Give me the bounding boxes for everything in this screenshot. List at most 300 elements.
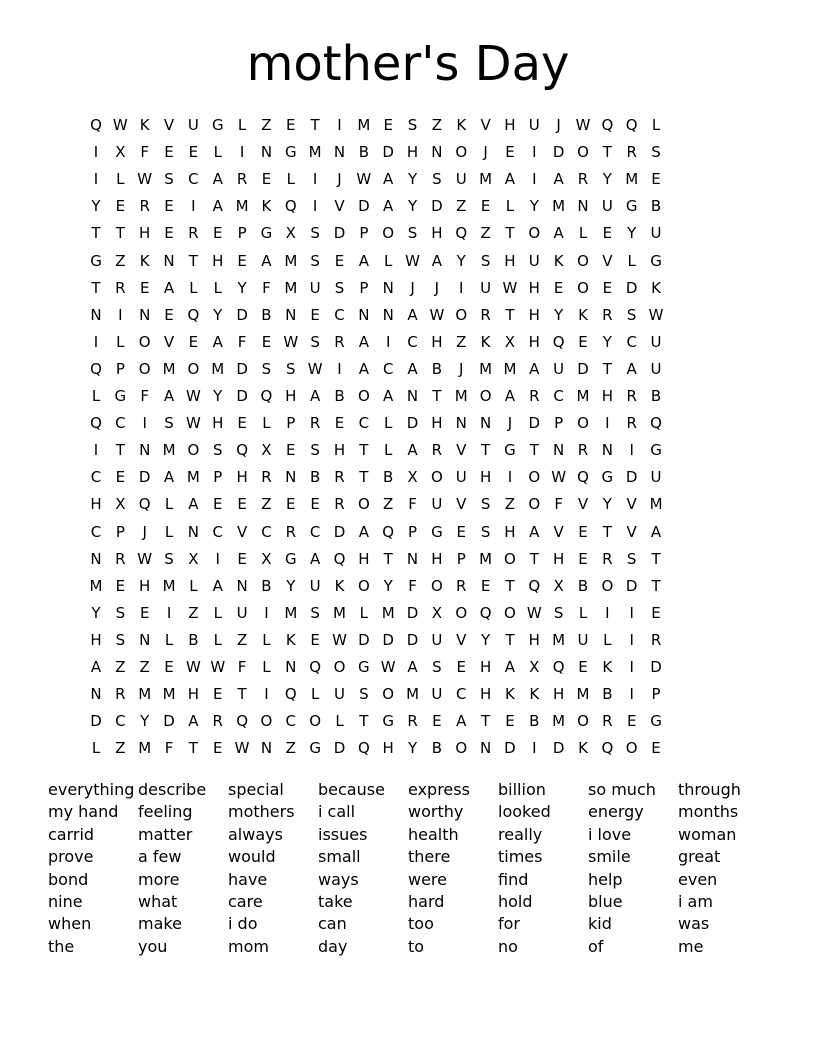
word-list-item: when — [48, 914, 92, 934]
grid-letter: I — [312, 170, 318, 189]
grid-letter: N — [139, 305, 151, 324]
grid-letter: O — [187, 359, 200, 378]
word-list-item: carrid — [48, 824, 95, 844]
word-list-item: mom — [228, 936, 269, 956]
grid-letter: A — [529, 522, 540, 541]
grid-letter: L — [189, 278, 198, 297]
grid-letter: F — [140, 387, 149, 405]
grid-letter: Y — [602, 170, 612, 189]
grid-letter: R — [407, 712, 418, 731]
grid-letter: R — [261, 468, 272, 487]
grid-letter: E — [213, 495, 223, 514]
grid-letter: V — [626, 522, 637, 541]
grid-letter: V — [456, 441, 467, 460]
grid-letter: U — [187, 116, 199, 134]
grid-letter: Z — [115, 251, 126, 270]
grid-letter: W — [332, 630, 347, 649]
grid-letter: E — [261, 332, 272, 351]
grid-letter: G — [650, 441, 662, 460]
grid-letter: S — [115, 630, 126, 649]
word-list-item: bond — [48, 869, 89, 889]
grid-letter: E — [213, 739, 223, 758]
word-list-item: a few — [138, 847, 182, 867]
grid-letter: H — [285, 387, 297, 405]
grid-letter: H — [382, 739, 394, 758]
grid-letter: P — [408, 522, 418, 541]
grid-letter: U — [309, 576, 321, 595]
grid-letter: V — [456, 630, 467, 649]
grid-letter: M — [552, 712, 566, 731]
grid-letter: P — [359, 278, 369, 297]
grid-letter: A — [553, 224, 564, 243]
grid-letter: X — [115, 143, 126, 162]
grid-letter: I — [337, 116, 342, 134]
grid-letter: L — [651, 116, 661, 134]
grid-letter: E — [334, 251, 345, 270]
grid-letter: A — [261, 251, 272, 270]
grid-letter: A — [407, 658, 418, 676]
grid-letter: V — [577, 495, 589, 514]
grid-letter: I — [532, 170, 537, 189]
grid-letter: I — [264, 685, 269, 704]
grid-letter: K — [651, 278, 661, 297]
word-list-item: through — [678, 780, 741, 799]
grid-letter: I — [93, 170, 99, 189]
grid-letter: H — [504, 116, 516, 134]
grid-letter: Y — [554, 305, 564, 324]
grid-letter: M — [576, 387, 590, 405]
grid-letter: W — [234, 739, 250, 758]
grid-letter: Q — [455, 224, 468, 243]
grid-letter: H — [212, 251, 224, 270]
word-list-item: energy — [588, 802, 644, 822]
grid-letter: S — [164, 414, 174, 433]
grid-letter: M — [357, 116, 371, 134]
grid-letter: Q — [479, 603, 492, 622]
grid-letter: D — [528, 414, 541, 433]
word-list-item: to — [408, 936, 425, 956]
grid-letter: N — [236, 576, 248, 595]
grid-letter: A — [407, 441, 418, 460]
grid-letter: T — [529, 549, 539, 568]
grid-letter: N — [358, 305, 370, 324]
grid-letter: O — [504, 603, 516, 622]
grid-letter: N — [139, 441, 151, 460]
word-list-item: i am — [678, 892, 713, 911]
grid-letter: L — [262, 630, 271, 649]
grid-letter: S — [164, 170, 174, 189]
grid-letter: F — [164, 739, 174, 758]
grid-letter: O — [187, 441, 200, 460]
grid-letter: W — [380, 658, 396, 676]
grid-letter: S — [480, 522, 491, 541]
grid-letter: U — [236, 603, 248, 622]
grid-letter: J — [483, 143, 488, 162]
grid-letter: Z — [504, 495, 516, 514]
grid-letter: E — [626, 712, 637, 731]
grid-letter: A — [383, 387, 394, 405]
word-list-item: describe — [138, 780, 207, 799]
grid-letter: K — [285, 630, 296, 649]
word-list-item: you — [138, 936, 168, 956]
grid-letter: N — [553, 441, 565, 460]
grid-letter: Z — [285, 739, 296, 758]
grid-letter: E — [164, 197, 174, 216]
grid-letter: E — [286, 116, 296, 134]
grid-letter: M — [503, 359, 517, 378]
grid-letter: M — [381, 603, 395, 622]
word-list-item: special — [228, 780, 284, 799]
grid-letter: M — [479, 549, 493, 568]
grid-letter: W — [526, 603, 542, 622]
grid-letter: S — [432, 658, 442, 676]
grid-letter: D — [650, 658, 662, 676]
grid-letter: I — [239, 143, 245, 162]
grid-letter: M — [211, 359, 225, 378]
word-list-item: help — [588, 869, 623, 889]
grid-letter: H — [139, 224, 151, 243]
grid-letter: N — [406, 387, 419, 405]
grid-letter: G — [650, 251, 662, 270]
grid-letter: G — [90, 251, 102, 270]
grid-letter: M — [649, 495, 663, 514]
grid-letter: M — [162, 576, 176, 595]
grid-letter: O — [357, 387, 370, 405]
grid-letter: W — [551, 468, 567, 487]
word-list-item: me — [678, 936, 704, 956]
grid-letter: C — [90, 522, 102, 541]
grid-letter: N — [285, 468, 297, 487]
grid-letter: U — [431, 495, 443, 514]
grid-letter: T — [115, 441, 125, 460]
grid-letter: O — [577, 414, 589, 433]
grid-letter: G — [650, 712, 662, 731]
word-list-item: small — [318, 847, 361, 867]
grid-letter: W — [307, 359, 323, 378]
grid-letter: A — [358, 359, 369, 378]
grid-letter: R — [650, 630, 662, 649]
grid-letter: P — [237, 224, 247, 243]
grid-letter: F — [237, 658, 247, 676]
grid-letter: R — [626, 414, 637, 433]
grid-letter: Q — [236, 441, 248, 460]
grid-letter: U — [455, 170, 467, 189]
grid-letter: L — [213, 278, 222, 297]
grid-letter: A — [310, 387, 321, 405]
grid-letter: F — [237, 332, 247, 351]
grid-letter: E — [456, 522, 466, 541]
grid-letter: Y — [407, 739, 418, 758]
grid-letter: O — [455, 603, 468, 622]
word-list-item: the — [48, 936, 75, 956]
grid-letter: E — [480, 197, 491, 216]
grid-letter: E — [553, 278, 564, 297]
grid-letter: U — [601, 197, 613, 216]
grid-letter: R — [480, 305, 491, 324]
grid-letter: T — [91, 224, 101, 243]
grid-letter: L — [286, 170, 295, 189]
grid-letter: U — [650, 468, 662, 487]
grid-letter: H — [431, 332, 443, 351]
grid-letter: E — [164, 143, 174, 162]
grid-letter: Q — [309, 658, 322, 676]
grid-letter: S — [310, 332, 320, 351]
grid-letter: P — [359, 224, 369, 243]
grid-letter: I — [629, 685, 634, 704]
grid-letter: N — [577, 197, 589, 216]
grid-letter: E — [310, 305, 320, 324]
grid-letter: X — [188, 549, 199, 568]
grid-letter: I — [507, 468, 513, 487]
grid-letter: S — [164, 549, 174, 568]
grid-letter: Q — [382, 522, 395, 541]
grid-letter: M — [284, 251, 298, 270]
grid-letter: N — [90, 305, 102, 324]
grid-letter: S — [359, 685, 369, 704]
grid-letter: B — [431, 359, 443, 378]
grid-letter: X — [261, 549, 272, 568]
grid-letter: R — [188, 224, 199, 243]
grid-letter: T — [505, 224, 515, 243]
grid-letter: X — [407, 468, 418, 487]
grid-letter: A — [504, 658, 516, 676]
grid-letter: G — [284, 143, 297, 162]
grid-letter: E — [578, 332, 588, 351]
grid-letter: U — [309, 278, 321, 297]
grid-letter: U — [553, 359, 565, 378]
word-list-item: really — [498, 824, 543, 844]
grid-letter: O — [382, 685, 395, 704]
grid-letter: Z — [115, 739, 126, 758]
grid-letter: V — [163, 332, 175, 351]
grid-letter: R — [626, 143, 637, 162]
grid-letter: D — [358, 197, 370, 216]
grid-letter: S — [310, 224, 320, 243]
grid-letter: L — [164, 522, 174, 541]
grid-letter: H — [479, 468, 492, 487]
grid-letter: T — [237, 685, 247, 704]
grid-letter: J — [434, 278, 440, 297]
grid-letter: Q — [601, 739, 614, 758]
grid-letter: R — [602, 305, 613, 324]
grid-letter: Q — [90, 116, 102, 134]
word-list-item: nine — [48, 892, 83, 911]
grid-letter: J — [142, 522, 147, 541]
grid-letter: A — [163, 387, 175, 405]
grid-letter: A — [163, 468, 175, 487]
grid-letter: I — [532, 739, 537, 758]
grid-letter: E — [602, 278, 613, 297]
grid-letter: E — [602, 224, 613, 243]
grid-letter: Q — [90, 359, 102, 378]
grid-letter: A — [504, 387, 516, 405]
grid-letter: Q — [284, 685, 297, 704]
grid-letter: E — [578, 658, 588, 676]
grid-letter: Q — [187, 305, 200, 324]
grid-letter: L — [603, 630, 612, 649]
grid-letter: L — [116, 170, 125, 189]
grid-letter: N — [90, 549, 102, 568]
grid-letter: X — [504, 332, 516, 351]
grid-letter: K — [602, 658, 613, 676]
grid-letter: B — [577, 576, 589, 595]
word-list-item: billion — [498, 780, 546, 799]
grid-letter: I — [93, 143, 99, 162]
grid-letter: H — [333, 441, 346, 460]
grid-letter: I — [459, 278, 464, 297]
grid-letter: Q — [90, 414, 102, 433]
grid-letter: V — [334, 197, 345, 216]
grid-letter: Y — [237, 278, 247, 297]
grid-letter: O — [479, 387, 492, 405]
grid-letter: G — [431, 522, 443, 541]
grid-letter: Y — [602, 495, 612, 514]
word-list-item: my hand — [48, 802, 119, 822]
grid-letter: P — [115, 522, 125, 541]
grid-letter: D — [431, 197, 443, 216]
grid-letter: H — [528, 332, 540, 351]
grid-letter: H — [601, 387, 613, 405]
grid-letter: D — [625, 576, 638, 595]
word-list-item: i love — [588, 824, 632, 844]
grid-letter: K — [334, 576, 345, 595]
grid-letter: Y — [91, 603, 101, 622]
grid-letter: Q — [138, 495, 151, 514]
grid-letter: I — [605, 603, 610, 622]
grid-letter: A — [407, 359, 418, 378]
grid-letter: I — [93, 441, 99, 460]
grid-letter: J — [459, 359, 464, 378]
word-list-item: make — [138, 914, 182, 934]
grid-letter: E — [578, 522, 588, 541]
grid-letter: A — [529, 359, 540, 378]
grid-letter: O — [528, 468, 541, 487]
grid-letter: P — [554, 414, 564, 433]
grid-letter: R — [529, 387, 540, 405]
grid-letter: N — [90, 685, 102, 704]
grid-letter: H — [479, 658, 492, 676]
grid-letter: I — [166, 603, 172, 622]
grid-letter: U — [650, 359, 662, 378]
grid-letter: E — [651, 739, 661, 758]
grid-letter: O — [528, 495, 541, 514]
grid-letter: M — [186, 468, 200, 487]
grid-letter: Z — [431, 116, 443, 134]
grid-letter: C — [407, 332, 418, 351]
grid-letter: A — [407, 305, 418, 324]
grid-letter: M — [552, 630, 566, 649]
grid-letter: G — [601, 468, 614, 487]
grid-letter: S — [286, 359, 296, 378]
word-list-item: issues — [318, 824, 368, 844]
grid-letter: U — [528, 116, 540, 134]
grid-letter: B — [334, 387, 345, 405]
grid-letter: I — [118, 305, 123, 324]
grid-letter: N — [406, 549, 419, 568]
grid-letter: E — [237, 414, 247, 433]
grid-letter: O — [382, 224, 395, 243]
grid-letter: D — [333, 522, 346, 541]
grid-letter: L — [505, 197, 515, 216]
grid-letter: E — [139, 603, 150, 622]
grid-letter: H — [528, 278, 540, 297]
grid-letter: O — [357, 576, 370, 595]
grid-letter: E — [383, 116, 393, 134]
grid-letter: Z — [480, 224, 491, 243]
grid-letter: B — [602, 685, 613, 704]
grid-letter: D — [333, 224, 346, 243]
grid-letter: Q — [260, 387, 273, 405]
grid-letter: H — [90, 630, 102, 649]
grid-letter: K — [456, 116, 467, 134]
grid-letter: Q — [284, 197, 297, 216]
grid-letter: S — [310, 441, 320, 460]
word-list-item: care — [228, 892, 263, 911]
grid-letter: E — [310, 495, 320, 514]
grid-letter: Z — [456, 332, 467, 351]
grid-letter: L — [164, 495, 174, 514]
grid-letter: R — [431, 441, 443, 460]
grid-letter: D — [406, 414, 419, 433]
grid-letter: M — [162, 685, 176, 704]
grid-letter: H — [553, 685, 565, 704]
grid-letter: P — [213, 468, 223, 487]
grid-letter: G — [284, 549, 297, 568]
grid-letter: I — [629, 658, 634, 676]
grid-letter: I — [532, 143, 537, 162]
word-list-item: can — [318, 914, 347, 934]
grid-letter: H — [90, 495, 102, 514]
grid-letter: O — [577, 143, 589, 162]
word-list-item: day — [318, 936, 348, 956]
grid-letter: I — [629, 630, 634, 649]
grid-letter: O — [625, 739, 638, 758]
grid-letter: N — [260, 739, 273, 758]
grid-letter: E — [261, 170, 272, 189]
page-title: mother's Day — [246, 36, 570, 92]
grid-letter: O — [504, 549, 516, 568]
grid-letter: T — [529, 441, 539, 460]
grid-letter: N — [382, 305, 394, 324]
word-list-item: mothers — [228, 802, 295, 822]
grid-letter: L — [384, 251, 393, 270]
grid-letter: V — [163, 116, 175, 134]
grid-letter: N — [455, 414, 467, 433]
grid-letter: M — [284, 278, 298, 297]
grid-letter: N — [260, 143, 273, 162]
grid-letter: A — [212, 170, 223, 189]
grid-letter: T — [188, 739, 198, 758]
grid-letter: Q — [236, 712, 248, 731]
grid-letter: M — [138, 739, 152, 758]
grid-letter: S — [115, 603, 126, 622]
grid-letter: C — [188, 170, 199, 189]
grid-letter: H — [528, 305, 540, 324]
grid-letter: C — [115, 414, 126, 433]
grid-letter: G — [358, 658, 370, 676]
grid-letter: L — [91, 739, 101, 758]
grid-letter: D — [577, 359, 589, 378]
grid-letter: D — [382, 143, 394, 162]
grid-letter: K — [578, 739, 588, 758]
grid-letter: H — [504, 522, 516, 541]
grid-letter: Q — [528, 576, 541, 595]
word-list-item: looked — [498, 802, 551, 822]
grid-letter: Y — [91, 197, 101, 216]
grid-letter: O — [455, 143, 468, 162]
grid-letter: Q — [552, 658, 565, 676]
grid-letter: W — [502, 278, 518, 297]
